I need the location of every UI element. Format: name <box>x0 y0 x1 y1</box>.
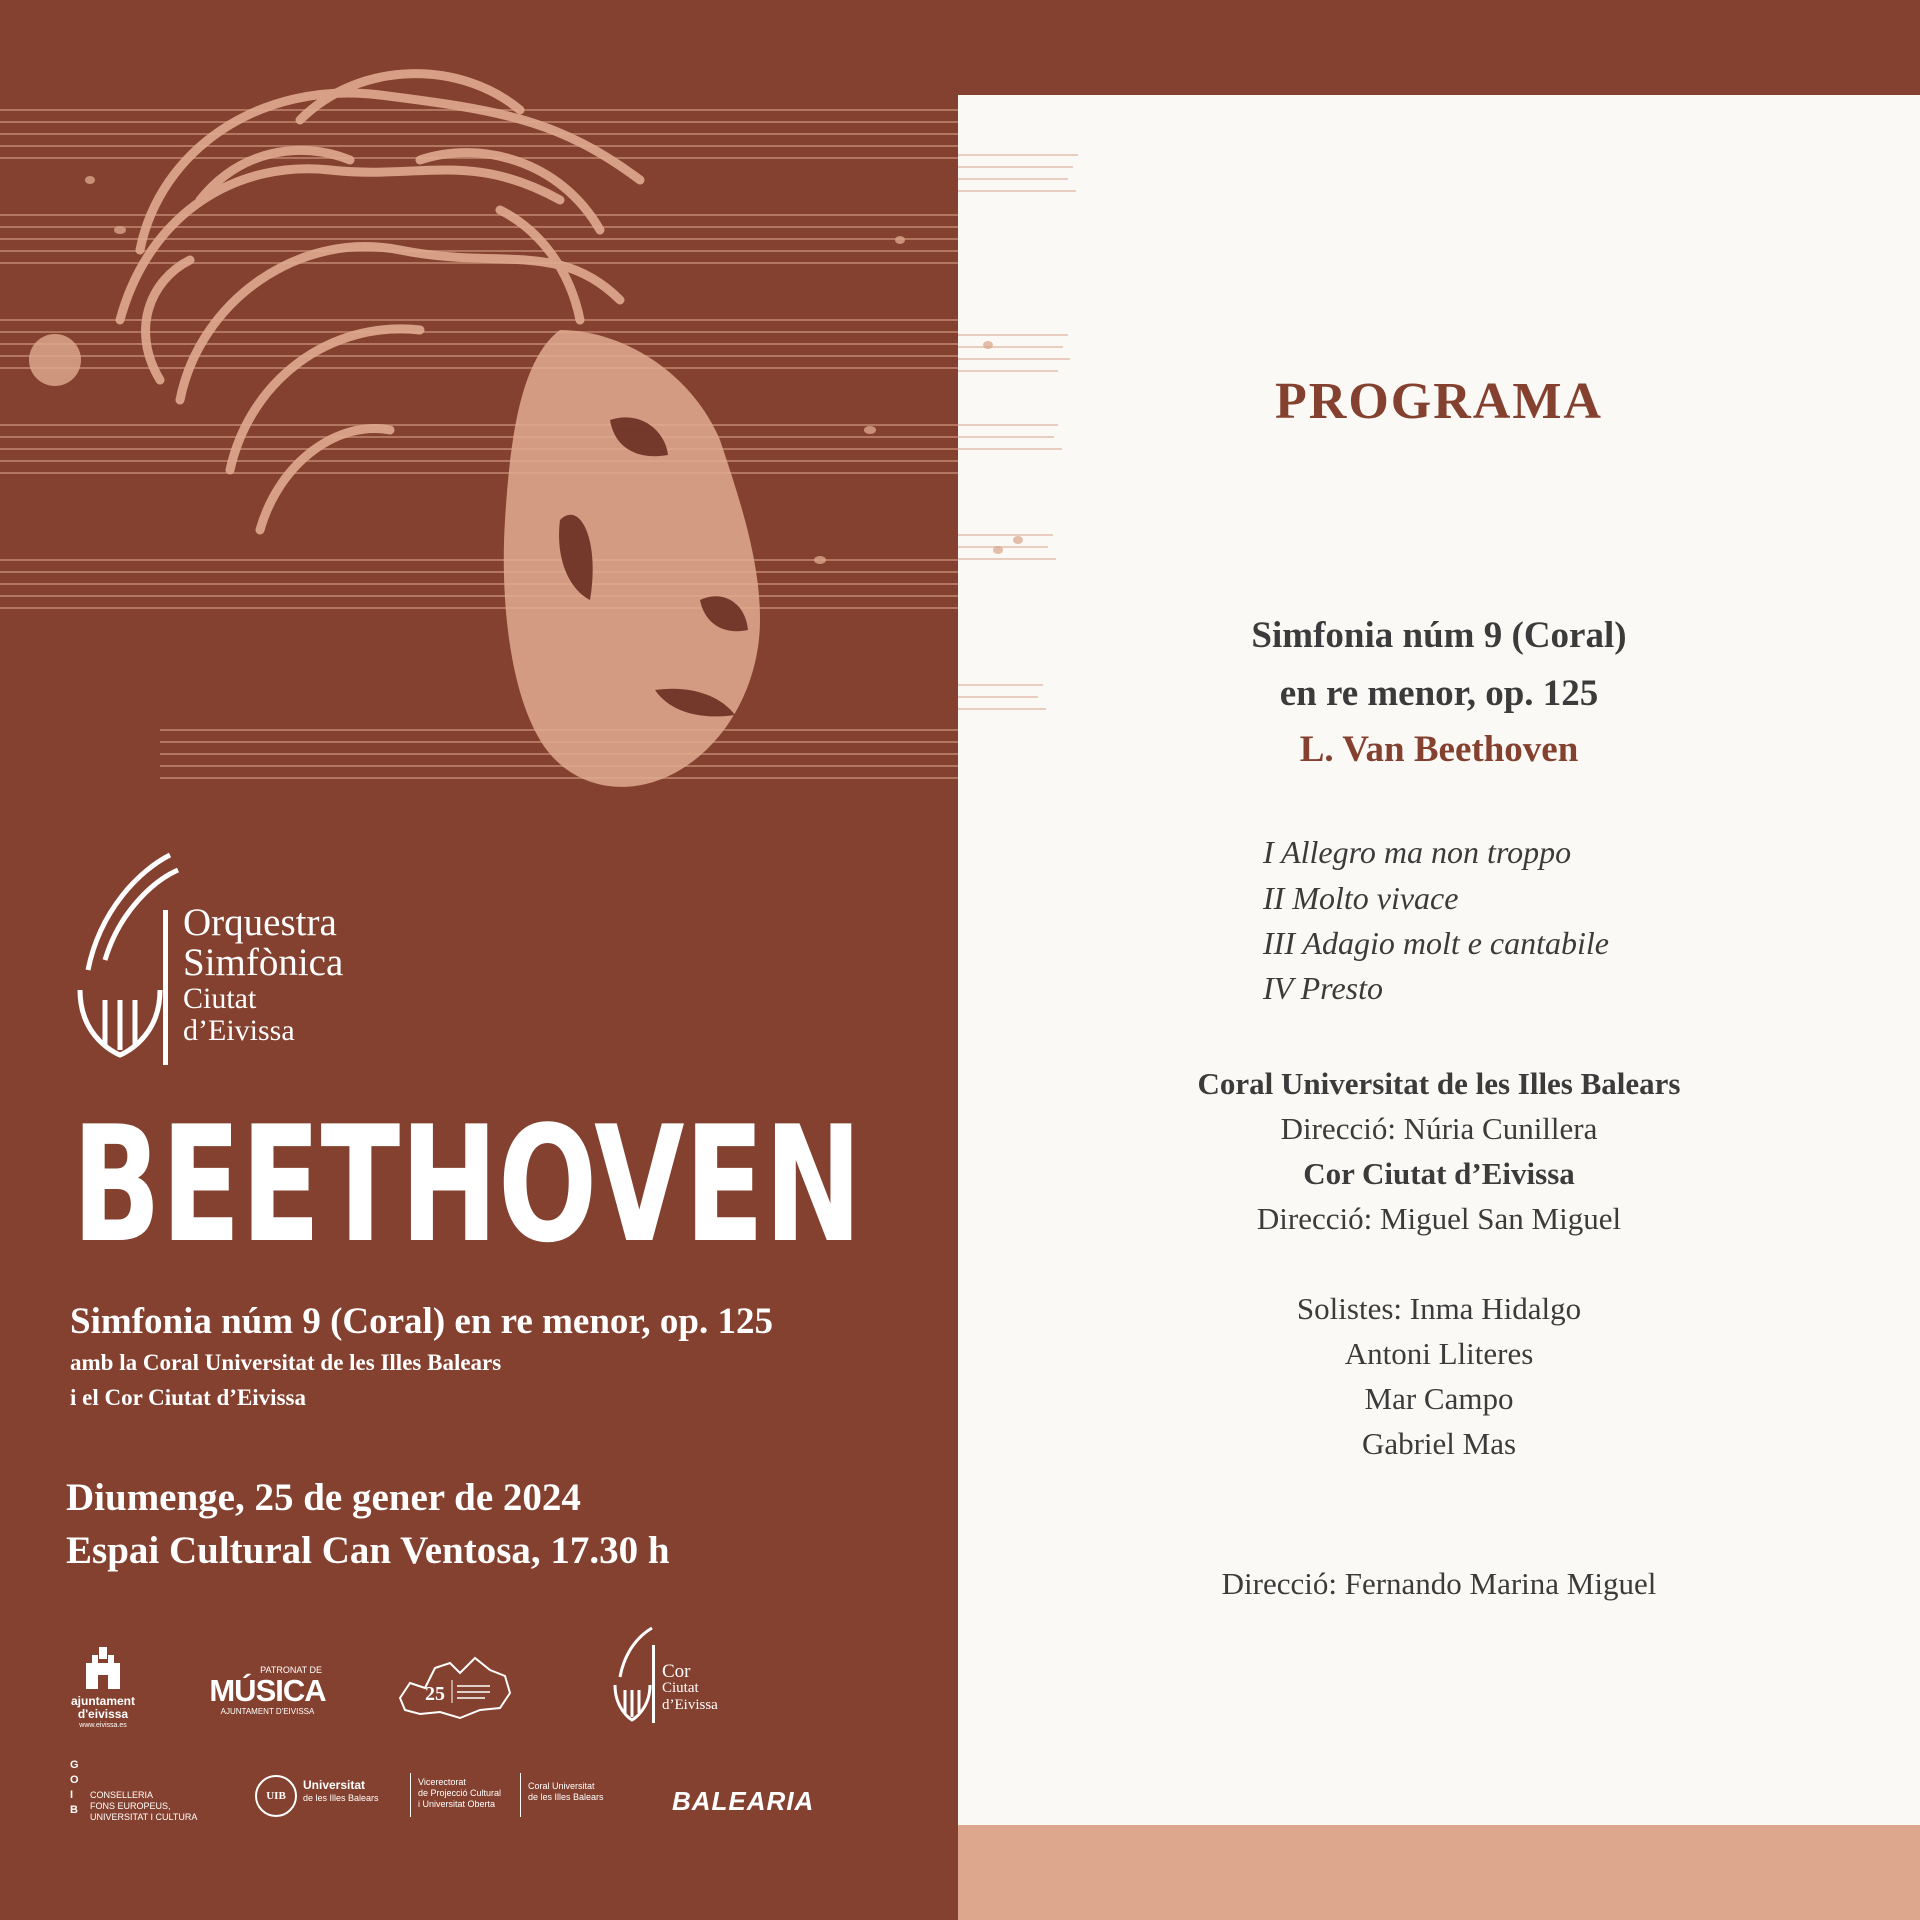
uib-text <box>303 1779 379 1805</box>
orchestra-name-line2: Simfònica <box>183 941 344 984</box>
university-25: 25 <box>425 1683 445 1705</box>
bottom-color-band <box>958 1825 1920 1920</box>
manuscript-staves <box>0 110 958 778</box>
beethoven-portrait-illustration <box>0 0 958 880</box>
castle-icon <box>78 1645 128 1690</box>
conselleria-text <box>90 1790 220 1823</box>
cor-line1: Cor <box>662 1661 691 1682</box>
patronat-main: MÚSICA <box>209 1673 326 1708</box>
university-extension-logo <box>390 1648 520 1720</box>
face-shape <box>504 330 760 787</box>
uib-divider <box>410 1773 411 1817</box>
cor-ciutat-name <box>662 1663 718 1714</box>
manuscript-fragment <box>958 95 1088 905</box>
orchestra-name-line4: d’Eivissa <box>183 1014 295 1047</box>
program-heading: PROGRAMA <box>1275 373 1603 430</box>
poster-with-line2: i el Cor Ciutat d’Eivissa <box>70 1385 306 1410</box>
beethoven-title <box>62 1088 872 1278</box>
soloist-4: Gabriel Mas <box>1361 1426 1517 1461</box>
soloist-2: Antoni Lliteres <box>1344 1336 1534 1371</box>
cor-ciutat-logo <box>610 1625 720 1730</box>
beethoven-title-text: BEETHOVEN <box>72 1091 862 1278</box>
orchestra-name-line3: Ciutat <box>183 982 257 1015</box>
choir-2-director: Direcció: Miguel San Miguel <box>1256 1201 1622 1236</box>
poster-venue: Espai Cultural Can Ventosa, 17.30 h <box>66 1529 670 1572</box>
movement-2: II Molto vivace <box>1263 880 1459 916</box>
ajuntament-url: www.eivissa.es <box>79 1722 127 1729</box>
poster-with-line1: amb la Coral Universitat de les Illes Balears <box>70 1350 502 1375</box>
patronat-sub: AJUNTAMENT D'EIVISSA <box>220 1707 315 1716</box>
poster-date: Diumenge, 25 de gener de 2024 <box>66 1476 581 1519</box>
program-panel <box>958 0 1920 1920</box>
movement-4: IV Presto <box>1263 970 1383 1006</box>
ajuntament-logo <box>68 1645 138 1731</box>
orchestra-name <box>183 903 343 1047</box>
uib-line2: de les Illes Balears <box>303 1793 379 1803</box>
uib-logo-group <box>255 1773 615 1823</box>
balearia-logo: BALEARIA <box>672 1786 815 1816</box>
goib-letters: G O I B <box>70 1759 79 1816</box>
cor-line3: d’Eivissa <box>662 1697 718 1713</box>
coral-line1: Coral Universitat <box>528 1781 595 1791</box>
vice-line2: de Projecció Cultural <box>418 1788 502 1798</box>
uib-line1: Universitat <box>303 1778 366 1792</box>
goib-conselleria-logo <box>70 1758 210 1858</box>
vice-line3: i Universitat Oberta <box>418 1799 496 1809</box>
patronat-musica-logo <box>205 1665 330 1716</box>
conselleria-line2: FONS EUROPEUS, <box>90 1801 171 1811</box>
patronat-top: PATRONAT DE <box>260 1665 322 1675</box>
ajuntament-line2: d'eivissa <box>77 1707 129 1721</box>
conselleria-line3: UNIVERSITAT I CULTURA <box>90 1812 198 1822</box>
conselleria-line1: CONSELLERIA <box>90 1790 154 1800</box>
vicerectorat-text <box>418 1777 501 1810</box>
soloist-3: Mar Campo <box>1364 1381 1514 1416</box>
choir-1: Coral Universitat de les Illes Balears <box>1197 1066 1681 1101</box>
program-work-line1: Simfonia núm 9 (Coral) <box>1251 615 1627 656</box>
movement-3: III Adagio molt e cantabile <box>1263 925 1609 961</box>
poster-panel <box>0 0 958 1920</box>
soloist-1: Solistes: Inma Hidalgo <box>1296 1291 1582 1326</box>
vice-line1: Vicerectorat <box>418 1777 466 1787</box>
choir-1-director: Direcció: Núria Cunillera <box>1280 1111 1598 1146</box>
program-work-line2: en re menor, op. 125 <box>1279 673 1599 714</box>
movement-1: I Allegro ma non troppo <box>1263 834 1572 870</box>
cor-line2: Ciutat <box>662 1680 699 1696</box>
poster-work-title: Simfonia núm 9 (Coral) en re menor, op. 125 <box>70 1301 773 1342</box>
program-composer: L. Van Beethoven <box>1299 729 1579 770</box>
conductor: Direcció: Fernando Marina Miguel <box>1221 1566 1657 1601</box>
top-color-band <box>958 0 1920 95</box>
ajuntament-line1: ajuntament <box>70 1694 135 1708</box>
coral-uib-text <box>528 1781 604 1803</box>
uib-badge: UIB <box>255 1775 297 1817</box>
orchestra-name-line1: Orquestra <box>183 901 337 944</box>
coral-line2: de les Illes Balears <box>528 1792 604 1802</box>
lyre-icon <box>610 1625 660 1725</box>
music-notes <box>85 176 905 564</box>
vice-divider <box>520 1773 521 1817</box>
island-outline-icon <box>390 1648 520 1720</box>
choir-2: Cor Ciutat d’Eivissa <box>1303 1156 1575 1191</box>
